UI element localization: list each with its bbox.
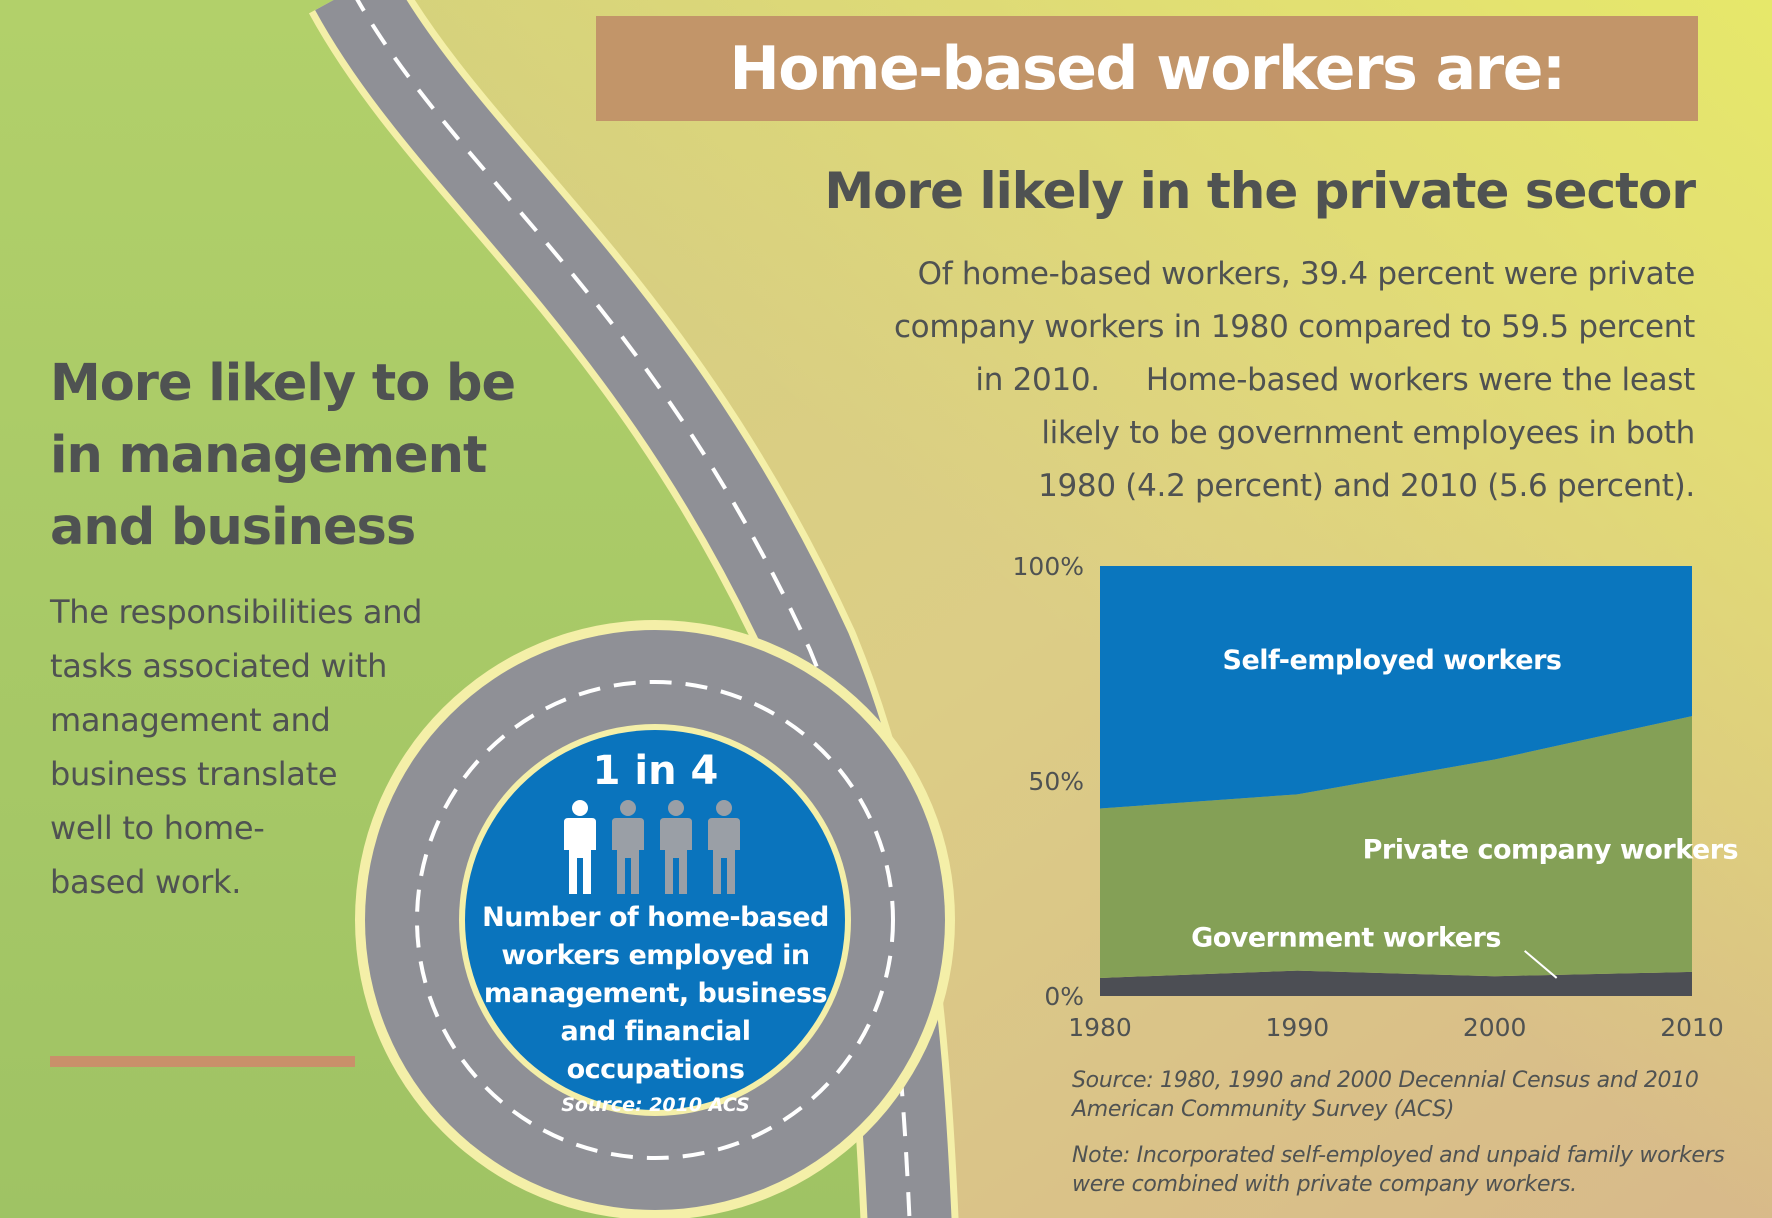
body-line-lead: in 2010. — [975, 362, 1100, 398]
x-tick-label: 2000 — [1462, 1013, 1527, 1042]
person-icon-highlight — [564, 800, 596, 894]
people-icons — [564, 800, 750, 896]
description-line: management, business — [483, 978, 828, 1009]
body-line: based work. — [50, 863, 242, 901]
x-tick-label: 1990 — [1265, 1013, 1330, 1042]
stat-one-in-four: 1 in 4 — [592, 748, 719, 794]
circle-description — [458, 899, 853, 1089]
circle-source: Source: 2010 ACS — [561, 1094, 750, 1116]
private-company-label: Private company workers — [1362, 834, 1739, 866]
body-line: tasks associated with — [50, 647, 388, 685]
heading-line: and business — [50, 498, 416, 557]
x-tick-label: 1980 — [1068, 1013, 1132, 1042]
x-tick-label: 2010 — [1660, 1013, 1724, 1042]
self-employed-label: Self-employed workers — [1222, 645, 1562, 677]
body-line: business translate — [50, 755, 338, 793]
divider — [50, 1056, 355, 1067]
person-icon — [660, 800, 692, 894]
chart-note — [1072, 1141, 1725, 1199]
source-line: Source: 1980, 1990 and 2000 Decennial Census and 2010 — [1072, 1068, 1699, 1093]
chart-source — [1072, 1066, 1699, 1124]
heading-line: in management — [50, 426, 487, 485]
government-label: Government workers — [1191, 922, 1501, 954]
y-tick-label: 0% — [1044, 982, 1084, 1011]
source-line: American Community Survey (ACS) — [1072, 1097, 1455, 1122]
note-line: Note: Incorporated self-employed and unpaid family workers — [1072, 1143, 1725, 1168]
body-line: well to home- — [50, 809, 265, 847]
person-icon — [708, 800, 740, 894]
description-line: occupations — [566, 1054, 745, 1085]
body-line — [815, 354, 1695, 407]
person-icon — [612, 800, 644, 894]
description-line: and financial — [560, 1016, 751, 1047]
body-line-tail: Home-based workers were the least — [1145, 362, 1695, 398]
management-heading — [50, 348, 515, 564]
note-line: were combined with private company workers. — [1072, 1172, 1577, 1197]
y-tick-label: 50% — [1028, 767, 1084, 796]
worker-class-area-chart — [1000, 548, 1740, 1058]
heading-line: More likely to be — [50, 354, 516, 413]
body-line: likely to be government employees in both — [1041, 415, 1695, 451]
body-line: management and — [50, 701, 331, 739]
management-body — [50, 585, 450, 909]
private-sector-body — [815, 248, 1695, 513]
description-line: workers employed in — [501, 940, 810, 971]
banner-title: Home-based workers are: — [729, 33, 1565, 104]
body-line: company workers in 1980 compared to 59.5 percent — [893, 309, 1695, 345]
body-line: The responsibilities and — [50, 593, 423, 631]
y-tick-label: 100% — [1012, 552, 1084, 581]
body-line: Of home-based workers, 39.4 percent were private — [917, 256, 1695, 292]
body-line: 1980 (4.2 percent) and 2010 (5.6 percent). — [1038, 468, 1695, 504]
title-banner — [596, 16, 1698, 121]
private-sector-heading: More likely in the private sector — [824, 162, 1695, 220]
description-line: Number of home-based — [482, 902, 829, 933]
